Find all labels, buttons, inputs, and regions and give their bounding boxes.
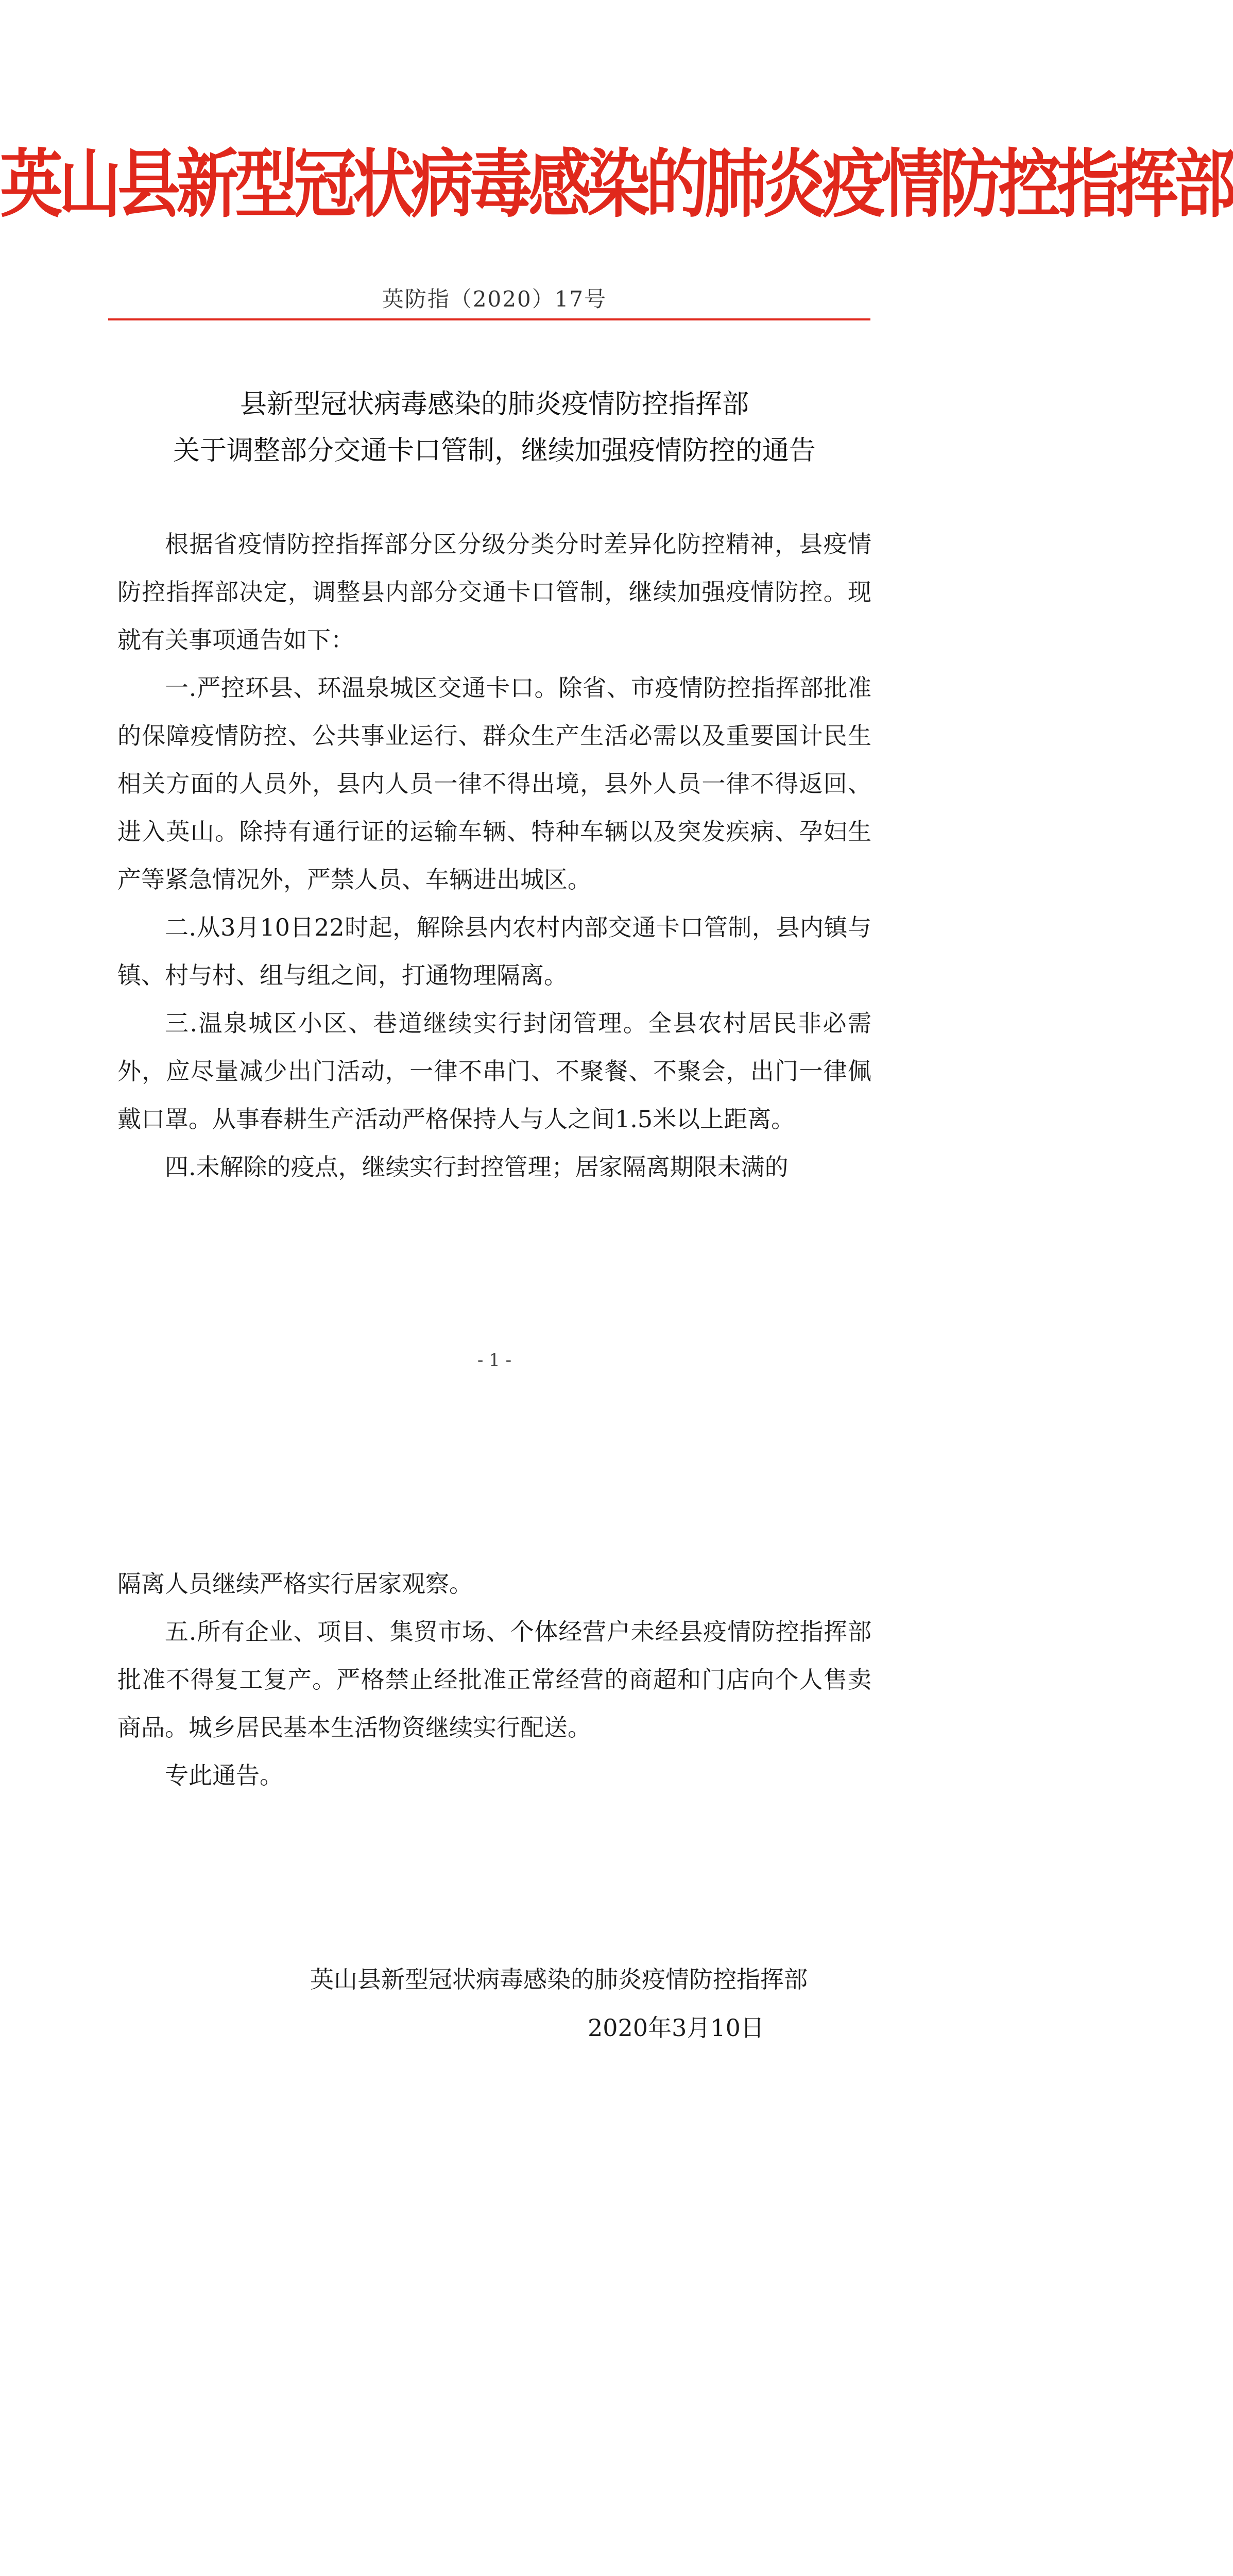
paragraph-closing: 专此通告。 xyxy=(165,1761,283,1789)
paragraph-intro: 根据省疫情防控指挥部分区分级分类分时差异化防控精神，县疫情防控指挥部决定，调整县内部分交通卡口管制，继续加强疫情防控。现就有关事项通告如下： xyxy=(117,530,871,654)
document-number: 英防指（2020）17号 xyxy=(382,286,607,312)
letterhead-red-divider xyxy=(108,318,870,320)
paragraph-item-5: 五.所有企业、项目、集贸市场、个体经营户未经县疫情防控指挥部批准不得复工复产。严格禁止经批准正常经营的商超和门店向个人售卖商品。城乡居民基本生活物资继续实行配送。 xyxy=(117,1618,871,1741)
paragraph-item-1: 一.严控环县、环温泉城区交通卡口。除省、市疫情防控指挥部批准的保障疫情防控、公共事业运行、群众生产生活必需以及重要国计民生相关方面的人员外，县内人员一律不得出境，县外人员一律不得返回、进入英山。除持有通行证的运输车辆、特种车辆以及突发疾病、孕妇生产等紧急情况外，严禁人员、车辆进出城区。 xyxy=(117,674,871,893)
paragraph-item-3: 三.温泉城区小区、巷道继续实行封闭管理。全县农村居民非必需外，应尽量减少出门活动，一律不串门、不聚餐、不聚会，出门一律佩戴口罩。从事春耕生产活动严格保持人与人之间1.5米以上距离。 xyxy=(117,1009,871,1133)
paragraph-item-4-continuation: 隔离人员继续严格实行居家观察。 xyxy=(117,1570,473,1598)
notice-title-line-2: 关于调整部分交通卡口管制，继续加强疫情防控的通告 xyxy=(173,435,816,466)
paragraph-item-4-start: 四.未解除的疫点，继续实行封控管理；居家隔离期限未满的 xyxy=(165,1153,789,1181)
signature-date: 2020年3月10日 xyxy=(588,2014,764,2042)
page-2-body xyxy=(117,1560,871,1800)
signature-organization: 英山县新型冠状病毒感染的肺炎疫情防控指挥部 xyxy=(310,1965,808,1993)
notice-title-line-1: 县新型冠状病毒感染的肺炎疫情防控指挥部 xyxy=(239,389,749,420)
page-number-1: - 1 - xyxy=(477,1350,512,1370)
letterhead-title: 英山县新型冠状病毒感染的肺炎疫情防控指挥部 xyxy=(0,141,1233,228)
paragraph-item-2: 二.从3月10日22时起，解除县内农村内部交通卡口管制，县内镇与镇、村与村、组与组之间，打通物理隔离。 xyxy=(117,913,871,989)
page-1-body xyxy=(117,520,871,1191)
